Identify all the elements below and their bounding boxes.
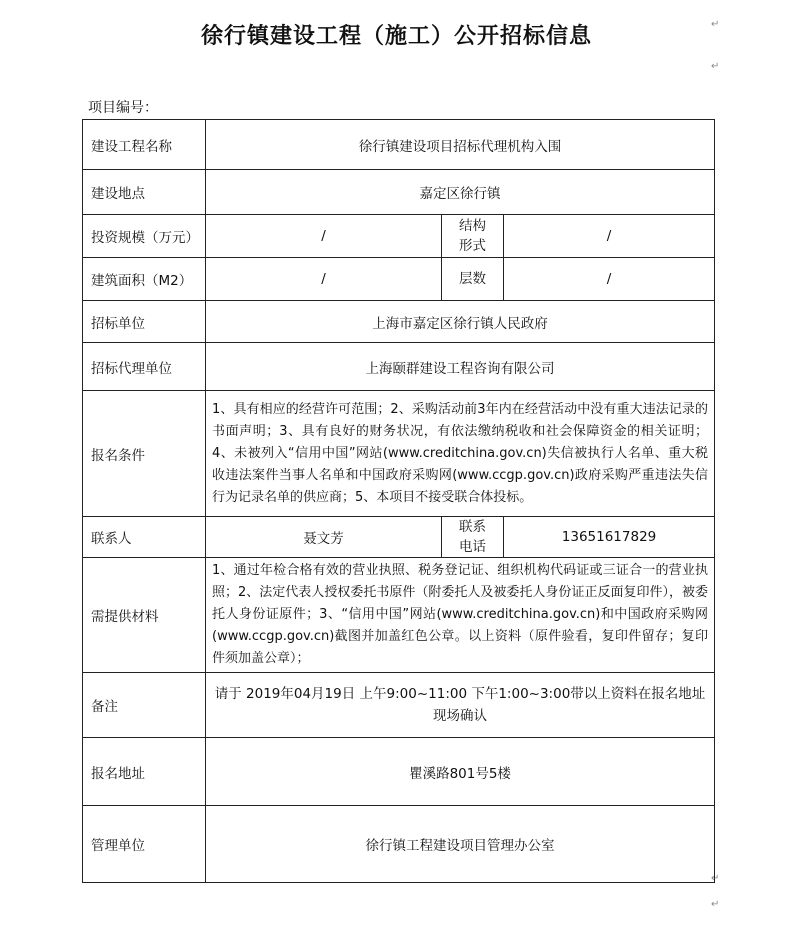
phone-value: 13651617829 [504, 517, 715, 558]
project-name-value: 徐行镇建设项目招标代理机构入围 [206, 120, 715, 170]
tender-info-table [82, 119, 715, 883]
table-row [83, 301, 715, 343]
project-number-label: 项目编号： [88, 100, 158, 116]
table-row [83, 343, 715, 391]
contact-value: 聂文芳 [206, 517, 442, 558]
floors-label: 层数 [442, 258, 504, 301]
project-name-label: 建设工程名称 [83, 120, 206, 170]
location-value: 嘉定区徐行镇 [206, 170, 715, 215]
table-row [83, 215, 715, 258]
manager-label: 管理单位 [83, 806, 206, 883]
paragraph-mark-icon: ↵ [711, 873, 720, 884]
manager-value: 徐行镇工程建设项目管理办公室 [206, 806, 715, 883]
materials-value: 1、通过年检合格有效的营业执照、税务登记证、组织机构代码证或三证合一的营业执照；2、法定代表人授权委托书原件（附委托人及被委托人身份证正反面复印件），被委托人身份证原件；3、“信用中国”网站(www.creditchina.gov.cn)和中国政府采购网(www.ccgp.gov.cn)截图并加盖红色公章。以上资料（原件验看，复印件留存；复印件须加盖公章）； [206, 558, 715, 673]
address-value: 瞿溪路801号5楼 [206, 738, 715, 806]
contact-label: 联系人 [83, 517, 206, 558]
address-label: 报名地址 [83, 738, 206, 806]
table-row [83, 806, 715, 883]
floors-value: / [504, 258, 715, 301]
investment-value: / [206, 215, 442, 258]
table-row [83, 170, 715, 215]
conditions-value: 1、具有相应的经营许可范围；2、采购活动前3年内在经营活动中没有重大违法记录的书面声明；3、具有良好的财务状况，有依法缴纳税收和社会保障资金的相关证明；4、未被列入“信用中国”网站(www.creditchina.gov.cn)失信被执行人名单、重大税收违法案件当事人名单和中国政府采购网(www.ccgp.gov.cn)政府采购严重违法失信行为记录名单的供应商；5、本项目不接受联合体投标。 [206, 391, 715, 517]
structure-label: 结构形式 [442, 215, 504, 258]
table-row [83, 120, 715, 170]
agency-label: 招标代理单位 [83, 343, 206, 391]
table-row [83, 558, 715, 673]
tenderer-value: 上海市嘉定区徐行镇人民政府 [206, 301, 715, 343]
area-value: / [206, 258, 442, 301]
remarks-label: 备注 [83, 673, 206, 738]
materials-label: 需提供材料 [83, 558, 206, 673]
agency-value: 上海颐群建设工程咨询有限公司 [206, 343, 715, 391]
paragraph-mark-icon: ↵ [711, 19, 720, 30]
paragraph-mark-icon: ↵ [711, 61, 720, 72]
investment-label: 投资规模（万元） [83, 215, 206, 258]
table-row [83, 517, 715, 558]
remarks-value: 请于 2019年04月19日 上午9:00~11:00 下午1:00~3:00带以上资料在报名地址现场确认 [206, 673, 715, 738]
phone-label: 联系电话 [442, 517, 504, 558]
conditions-label: 报名条件 [83, 391, 206, 517]
tenderer-label: 招标单位 [83, 301, 206, 343]
table-row [83, 391, 715, 517]
table-row [83, 258, 715, 301]
paragraph-mark-icon: ↵ [711, 899, 720, 910]
location-label: 建设地点 [83, 170, 206, 215]
structure-value: / [504, 215, 715, 258]
area-label: 建筑面积（M2） [83, 258, 206, 301]
document-title: 徐行镇建设工程（施工）公开招标信息 [200, 23, 592, 49]
table-row [83, 673, 715, 738]
table-row [83, 738, 715, 806]
